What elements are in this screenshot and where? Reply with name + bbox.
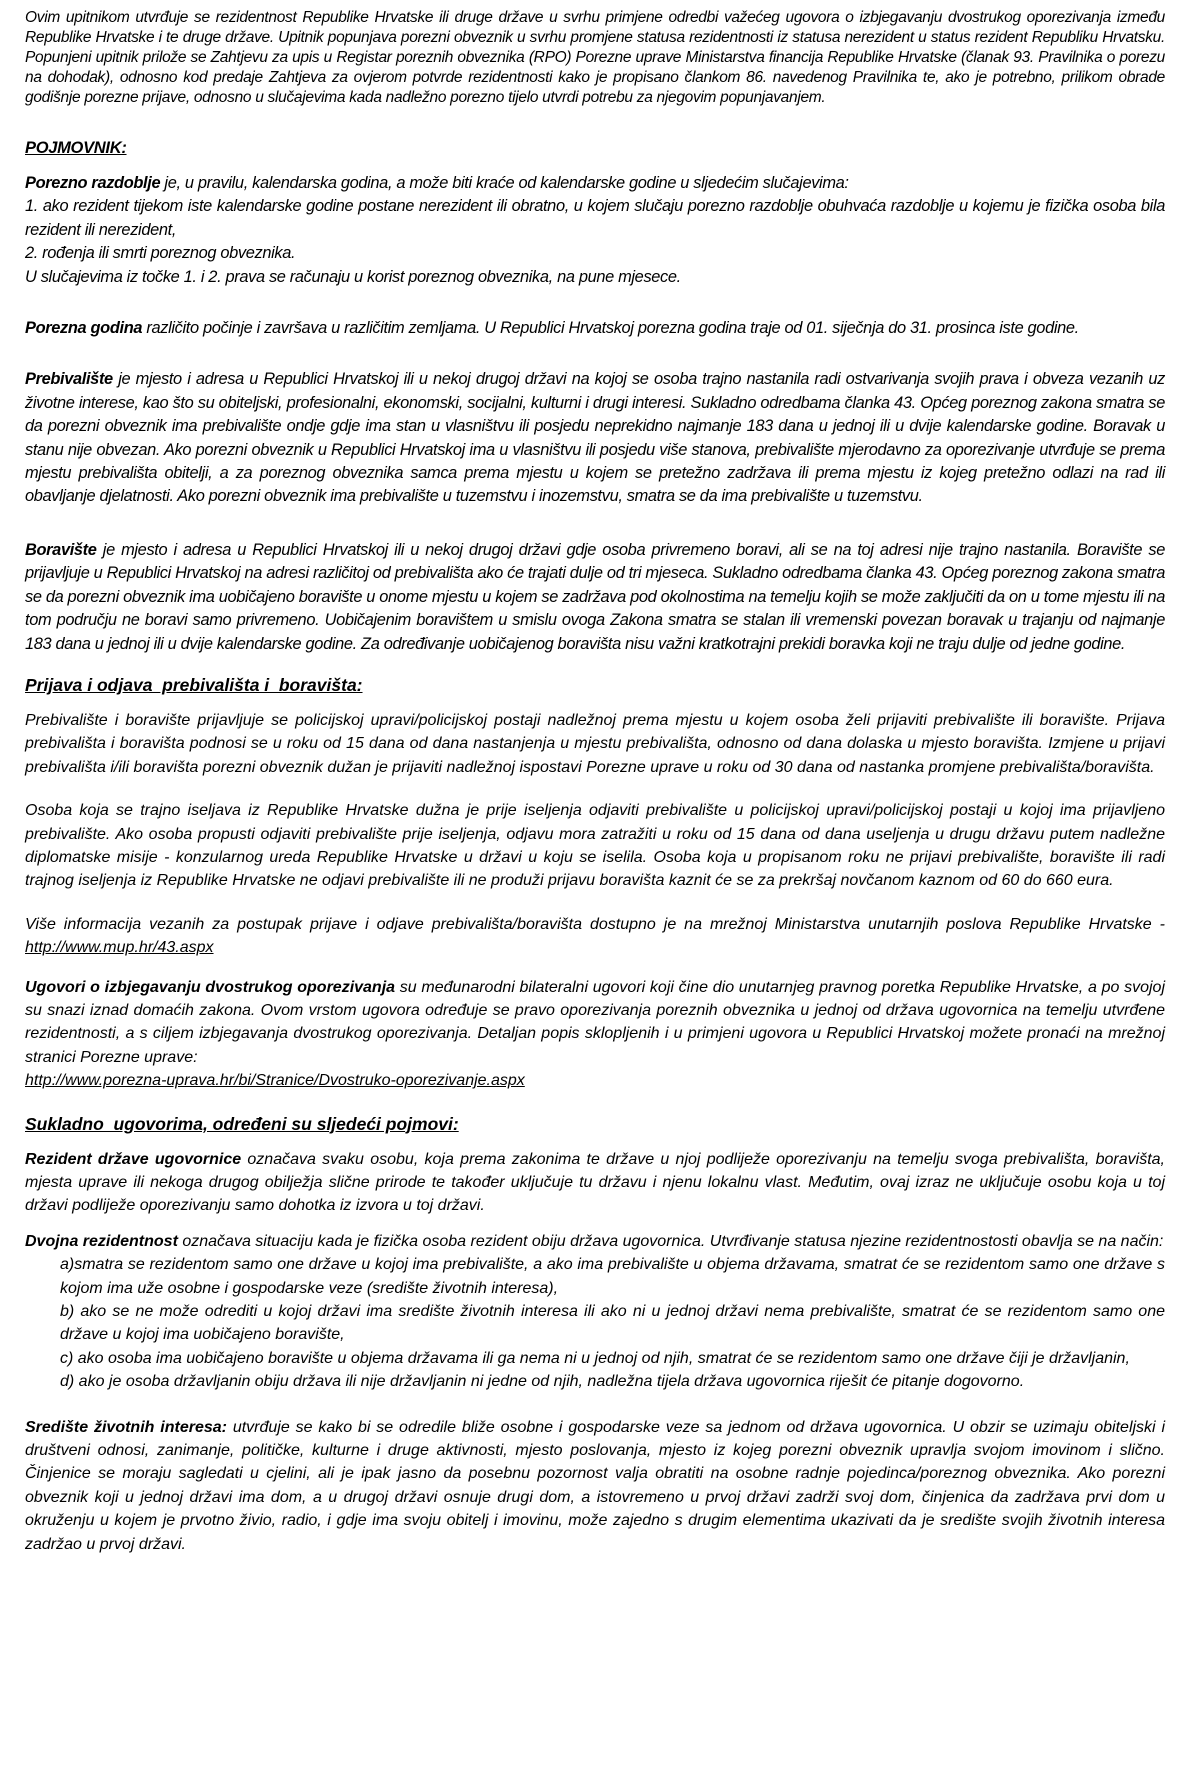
- term-ugovori: [25, 976, 1165, 1093]
- term-lead-rezident: Rezident države ugovornice: [25, 1150, 242, 1168]
- list-item-a: a)smatra se rezidentom samo one države u kojoj ima prebivalište, a ako ima prebivalište u objema državama, smatrat će se rezidentom samo one države s kojom ima uže osobne i gospodarske veze (središte životnih interesa),: [60, 1256, 1165, 1297]
- intro-paragraph: Ovim upitnikom utvrđuje se rezidentnost Republike Hrvatske ili druge države u svrhu primjene odredbi važećeg ugovora o izbjegavanju dvostrukog oporezivanja između Republike Hrvatske i te druge države. Upitnik popunjava porezni obveznik u svrhu promjene statusa rezidentnosti iz statusa nerezident u status rezident Republiku Hrvatsku. Popunjeni upitnik prilože se Zahtjevu za upis u Registar poreznih obveznika (RPO) Porezne uprave Ministarstva financija Republike Hrvatske (članak 93. Pravilnika o porezu na dohodak), odnosno kod predaje Zahtjeva za ovjerom potvrde rezidentnosti kako je propisano člankom 86. navedenog Pravilnika te, ako je potrebno, prilikom obrade godišnje porezne prijave, odnosno u slučajevima kada nadležno porezno tijelo utvrdi potrebu za njegovim popunjavanjem.: [25, 9, 1165, 106]
- term-lead-dvojna: Dvojna rezidentnost: [25, 1232, 178, 1250]
- porezna-godina-text: različito počinje i završava u različitim zemljama. U Republici Hrvatskoj porezna godina traje od 01. siječnja do 31. prosinca iste godine.: [142, 319, 1079, 338]
- porezno-razdoblje-item-1: 1. ako rezident tijekom iste kalendarske godine postane nerezident ili obratno, u kojem slučaju porezno razdoblje obuhvaća razdoblje u kojemu je fizička osoba bila rezident ili nerezident,: [25, 197, 1165, 239]
- term-porezno-razdoblje: [25, 172, 1165, 289]
- sukladno-heading: Sukladno ugovorima, određeni su sljedeći pojmovi:: [25, 1113, 459, 1134]
- porezno-razdoblje-definition: [25, 172, 1165, 195]
- ugovori-text: su međunarodni bilateralni ugovori koji čine dio unutarnjeg pravnog poretka Republike Hrvatske, a po svojoj su snazi iznad domaćih zakona. Ovom vrstom ugovora određuje se pravo oporezivanja poreznih obveznika u jednoj od država ugovornica na temelju utvrđene rezidentnosti, a s ciljem izbjegavanja dvostrukog oporezivanja. Detaljan popis sklopljenih i u primjeni ugovora u Republici Hrvatskoj možete pronaći na mrežnoj stranici Porezne uprave:: [25, 978, 1166, 1066]
- pojmovnik-heading: POJMOVNIK:: [25, 139, 127, 157]
- term-lead-ugovori: Ugovori o izbjegavanju dvostrukog oporezivanja: [25, 978, 396, 996]
- porezna-uprava-link[interactable]: http://www.porezna-uprava.hr/bi/Stranice/Dvostruko-oporezivanje.aspx: [25, 1072, 525, 1090]
- mup-link[interactable]: http://www.mup.hr/43.aspx: [25, 939, 214, 957]
- more-info-text: Više informacija vezanih za postupak prijave i odjave prebivališta/boravišta dostupno je na mrežnoj Ministarstva unutarnjih poslova Republike Hrvatske -: [25, 915, 1165, 933]
- term-rezident-drzave-ugovornice: [25, 1148, 1165, 1218]
- term-lead-prebivaliste: Prebivalište: [25, 370, 113, 389]
- boraviste-text: je mjesto i adresa u Republici Hrvatskoj ili u nekoj drugoj državi gdje osoba privremeno boravi, ali se na toj adresi nije trajno nastanila. Boravište se prijavljuje u Republici Hrvatskoj na adresi različitoj od prebivališta ako će trajati dulje od tri mjeseca. Sukladno odredbama članka 43. Općeg poreznog zakona smatra se da porezni obveznik ima uobičajeno boravište u onome mjestu u kojem se zadržava pod okolnostima na temelju kojih se može zaključiti da on u tome mjestu ili na tom području ne boravi samo privremeno. Uobičajenim boravištem u smislu ovoga Zakona smatra se stalan ili vremenski povezan boravak u trajanju od najmanje 183 dana u jednoj ili u dvije kalendarske godine. Za određivanje uobičajenog boravišta nisu važni kratkotrajni prekidi boravka koji ne traju dulje od jedne godine.: [25, 540, 1165, 653]
- term-lead-boraviste: Boravište: [25, 540, 97, 559]
- term-prebivaliste: [25, 368, 1165, 508]
- more-info-paragraph: [25, 913, 1165, 960]
- list-item-b: b) ako se ne može odrediti u kojoj državi ima središte životnih interesa ili ako ni u jednoj državi nema prebivalište, smatrat će se rezidentom samo one države u kojoj ima uobičajeno boravište,: [60, 1303, 1165, 1344]
- srediste-text: utvrđuje se kako bi se odredile bliže osobne i gospodarske veze sa jednom od država ugovornica. U obzir se uzimaju obiteljski i društveni odnosi, zanimanje, političke, kulturne i druge aktivnosti, mjesto poslovanja, mjesto iz kojeg porezni obveznik upravlja svojom imovinom i slično. Činjenice se moraju sagledati u cjelini, ali je ipak jasno da posebnu pozornost valja obratiti na osobne radnje pojedinca/poreznog obveznika. Ako porezni obveznik koji u jednoj državi ima dom, a u drugoj državi osnuje drugi dom, a istovremeno u prvoj državi zadrži svoj dom, činjenica da zadržava prvi dom u okruženju u kojem je prvotno živio, radio, i gdje ima svoju obitelj i imovinu, može zajedno s drugim elementima ukazivati da je središte svojih životnih interesa zadržao u prvoj državi.: [25, 1418, 1166, 1553]
- term-porezna-godina: [25, 317, 1165, 340]
- prijava-paragraph-1: Prebivalište i boravište prijavljuje se policijskoj upravi/policijskoj postaji nadležnoj prema mjestu u kojem osoba želi prijaviti prebivalište ili boravište. Prijava prebivališta i boravišta podnosi se u roku od 15 dana od dana nastanjenja u mjestu prebivališta, odnosno od dana dolaska u mjesto boravišta. Izmjene u prijavi prebivališta i/ili boravišta porezni obveznik dužan je prijaviti nadležnoj ispostavi Porezne uprave u roku od 30 dana od nastanka promjene prebivališta/boravišta.: [25, 711, 1165, 776]
- prijava-paragraph-2: Osoba koja se trajno iseljava iz Republike Hrvatske dužna je prije iseljenja odjaviti prebivalište u policijskoj upravi/policijskoj postaji u kojoj ima prijavljeno prebivalište. Ako osoba propusti odjaviti prebivalište prije iseljenja, odjavu mora zatražiti u roku od 15 dana od dana useljenja u drugu državu putem nadležne diplomatske misije - konzularnog ureda Republike Hrvatske u državi u koju se iselila. Osoba koja u propisanom roku ne prijavi prebivalište, boravište ili radi trajnog iseljenja iz Republike Hrvatske ne odjavi prebivalište ili ne produži prijavu boravišta kaznit će se za prekršaj novčanom kaznom od 60 do 660 eura.: [25, 802, 1165, 890]
- term-boraviste: [25, 539, 1165, 656]
- term-lead-srediste: Središte životnih interesa:: [25, 1418, 227, 1436]
- term-lead-porezna-godina: Porezna godina: [25, 319, 143, 338]
- term-lead-porezno-razdoblje: Porezno razdoblje: [25, 174, 161, 192]
- list-item-c: c) ako osoba ima uobičajeno boravište u objema državama ili ga nema ni u jednoj od njih, smatrat će se rezidentom samo one države čiji je državljanin,: [60, 1349, 1130, 1367]
- prijava-odjava-heading: Prijava i odjava prebivališta i boravišta:: [25, 674, 363, 695]
- term-dvojna-rezidentnost: [25, 1230, 1165, 1253]
- term-srediste-zivotnih-interesa: [25, 1416, 1165, 1556]
- porezno-razdoblje-text: je, u pravilu, kalendarska godina, a može biti kraće od kalendarske godine u sljedećim slučajevima:: [160, 174, 849, 192]
- prebivaliste-text: je mjesto i adresa u Republici Hrvatskoj ili u nekoj drugoj državi na kojoj se osoba trajno nastanila radi ostvarivanja svojih prava i obveza vezanih uz životne interese, kao što su obiteljski, profesionalni, ekonomski, socijalni, kulturni i drugi interesi. Sukladno odredbama članka 43. Općeg poreznog zakona smatra se da porezni obveznik ima prebivalište ondje gdje ima stan u vlasništvu ili posjedu neprekidno najmanje 183 dana u jednoj ili u dvije kalendarske godine. Boravak u stanu nije obvezan. Ako porezni obveznik u Republici Hrvatskoj ima u vlasništvu ili posjedu više stanova, prebivalište mjerodavno za oporezivanje utvrđuje se prema mjestu prebivališta obitelji, a za poreznog obveznika samca prema mjestu u kojem se pretežno zadržava ili prema mjestu iz kojeg pretežno odlazi na rad ili obavljanje djelatnosti. Ako porezni obveznik ima prebivalište u tuzemstvu i inozemstvu, smatra se da ima prebivalište u tuzemstvu.: [25, 370, 1165, 506]
- porezno-razdoblje-note: U slučajevima iz točke 1. i 2. prava se računaju u korist poreznog obveznika, na pune mjesece.: [25, 267, 681, 286]
- dvojna-rezidentnost-list: [60, 1253, 1165, 1393]
- list-item-d: d) ako je osoba državljanin obiju država ili nije državljanin ni jedne od njih, nadležna tijela država ugovornica riješit će pitanje dogovorno.: [60, 1373, 1025, 1391]
- dvojna-text: označava situaciju kada je fizička osoba rezident obiju država ugovornica. Utvrđivanje statusa njezine rezidentnostosti obavlja se na način:: [177, 1232, 1164, 1250]
- rezident-text: označava svaku osobu, koja prema zakonima te države u njoj podliježe oporezivanju na temelju svoga prebivališta, boravišta, mjesta uprave ili nekoga drugog obilježja slične prirode te također uključuje tu državu i njenu lokalnu vlast. Međutim, ovaj izraz ne uključuje osobu koja u toj državi podliježe oporezivanju samo dohotka iz izvora u toj državi.: [25, 1150, 1165, 1215]
- porezno-razdoblje-item-2: 2. rođenja ili smrti poreznog obveznika.: [25, 244, 296, 263]
